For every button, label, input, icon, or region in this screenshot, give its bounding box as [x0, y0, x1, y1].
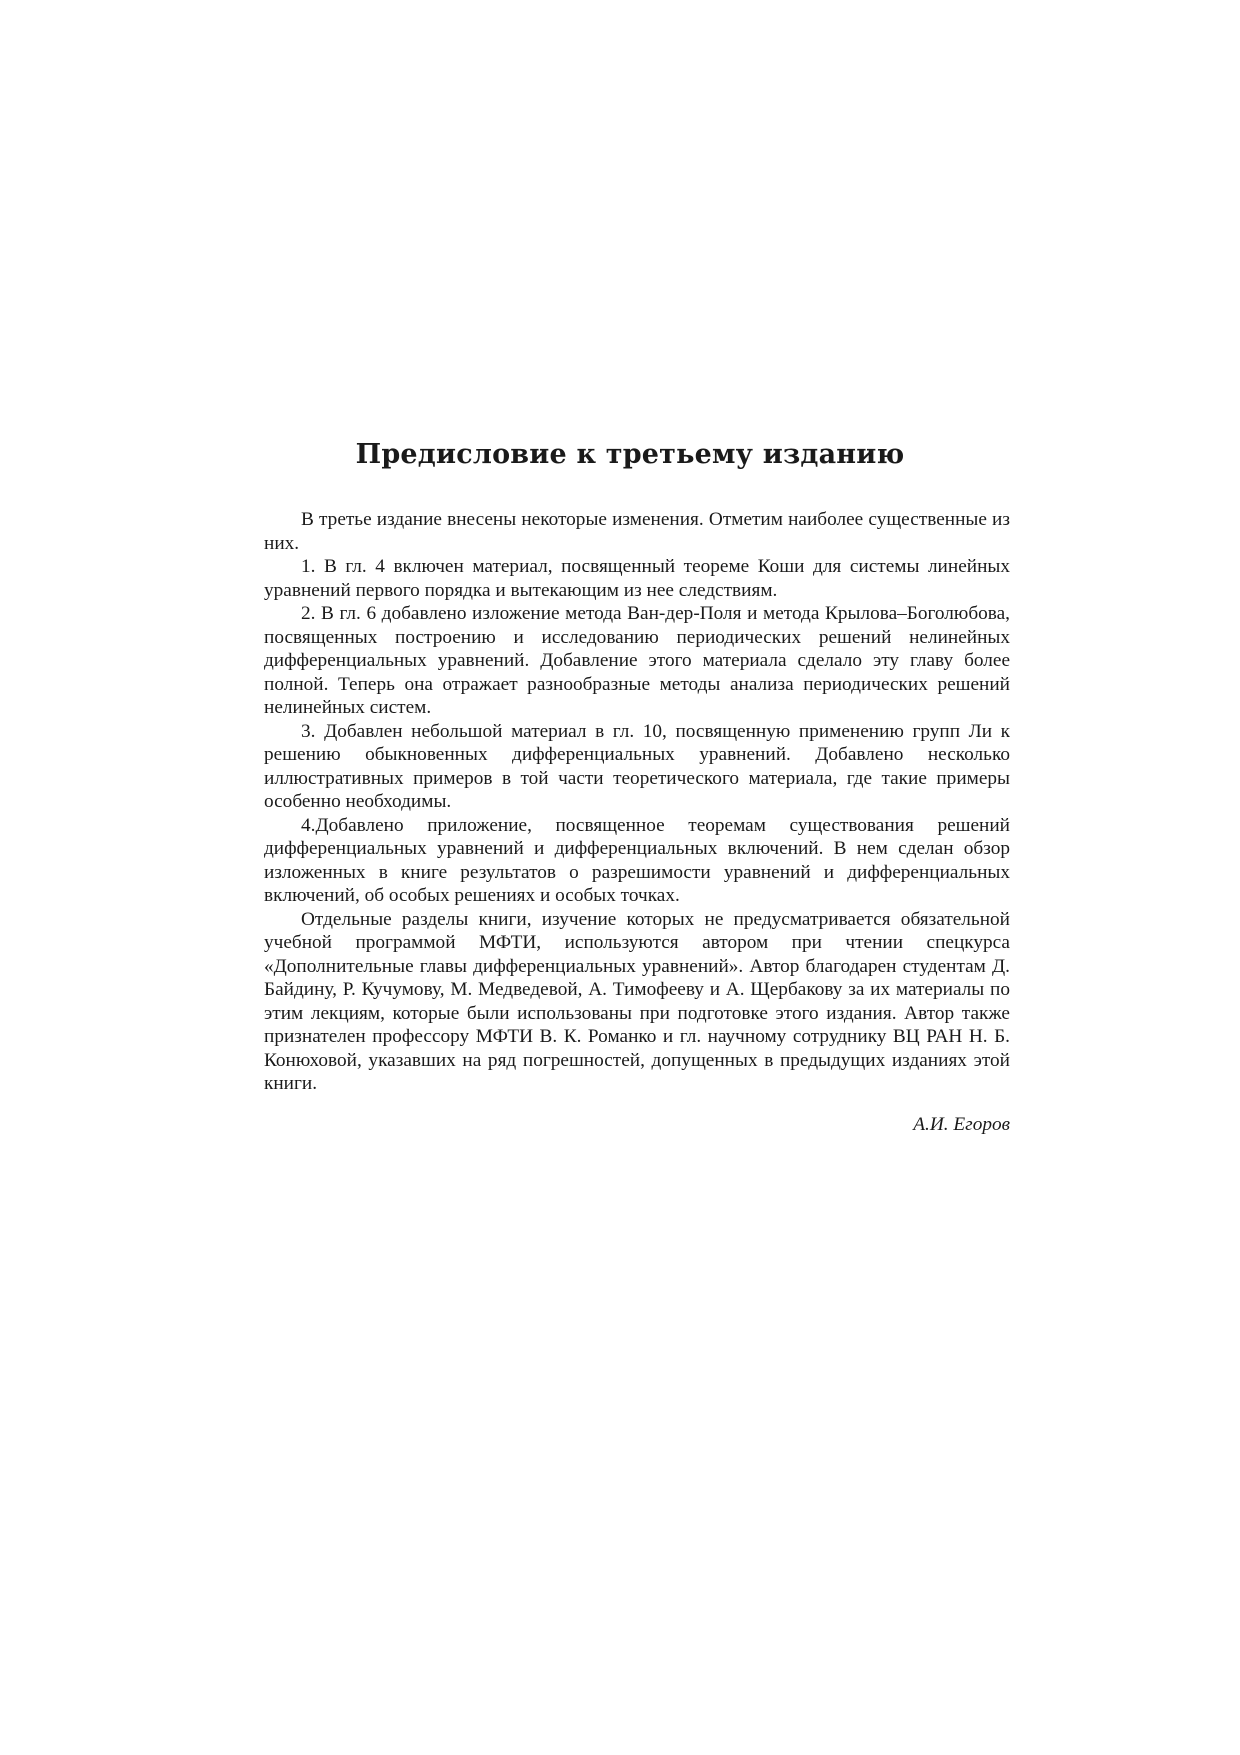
paragraph-item-3: 3. Добавлен небольшой материал в гл. 10, посвященную применению групп Ли к решению обыкновенных дифференциальных уравнений. Добавлено несколько иллюстративных примеров в той части теоретического материала, где такие примеры особенно необходимы.	[264, 720, 1010, 812]
page-title: Предисловие к третьему изданию	[355, 439, 905, 470]
paragraph-acknowledgements: Отдельные разделы книги, изучение которых не предусматривается обязательной учебной программой МФТИ, используются автором при чтении спецкурса «Дополнительные главы дифференциальных уравнений». Автор благодарен студентам Д. Байдину, Р. Кучумову, М. Медведевой, А. Тимофееву и А. Щербакову за их материалы по этим лекциям, которые были использованы при подготовке этого издания. Автор также признателен профессору МФТИ В. К. Романко и гл. научному сотруднику ВЦ РАН Н. Б. Конюховой, указавших на ряд погрешностей, допущенных в предыдущих изданиях этой книги.	[264, 908, 1010, 1094]
author-signature: А.И. Егоров	[913, 1114, 1010, 1135]
preface-body	[264, 508, 1010, 1096]
paragraph-item-1: 1. В гл. 4 включен материал, посвященный теореме Коши для системы линейных уравнений первого порядка и вытекающим из нее следствиям.	[264, 556, 1010, 601]
paragraph-item-4: 4.Добавлено приложение, посвященное теоремам существования решений дифференциальных уравнений и дифференциальных включений. В нем сделан обзор изложенных в книге результатов о разрешимости уравнений и дифференциальных включений, об особых решениях и особых точках.	[264, 814, 1010, 906]
paragraph-item-2: 2. В гл. 6 добавлено изложение метода Ван-дер-Поля и метода Крылова–Боголюбова, посвященных построению и исследованию периодических решений нелинейных дифференциальных уравнений. Добавление этого материала сделало эту главу более полной. Теперь она отражает разнообразные методы анализа периодических решений нелинейных систем.	[264, 603, 1010, 718]
paragraph-intro: В третье издание внесены некоторые изменения. Отметим наиболее существенные из них.	[264, 509, 1010, 554]
